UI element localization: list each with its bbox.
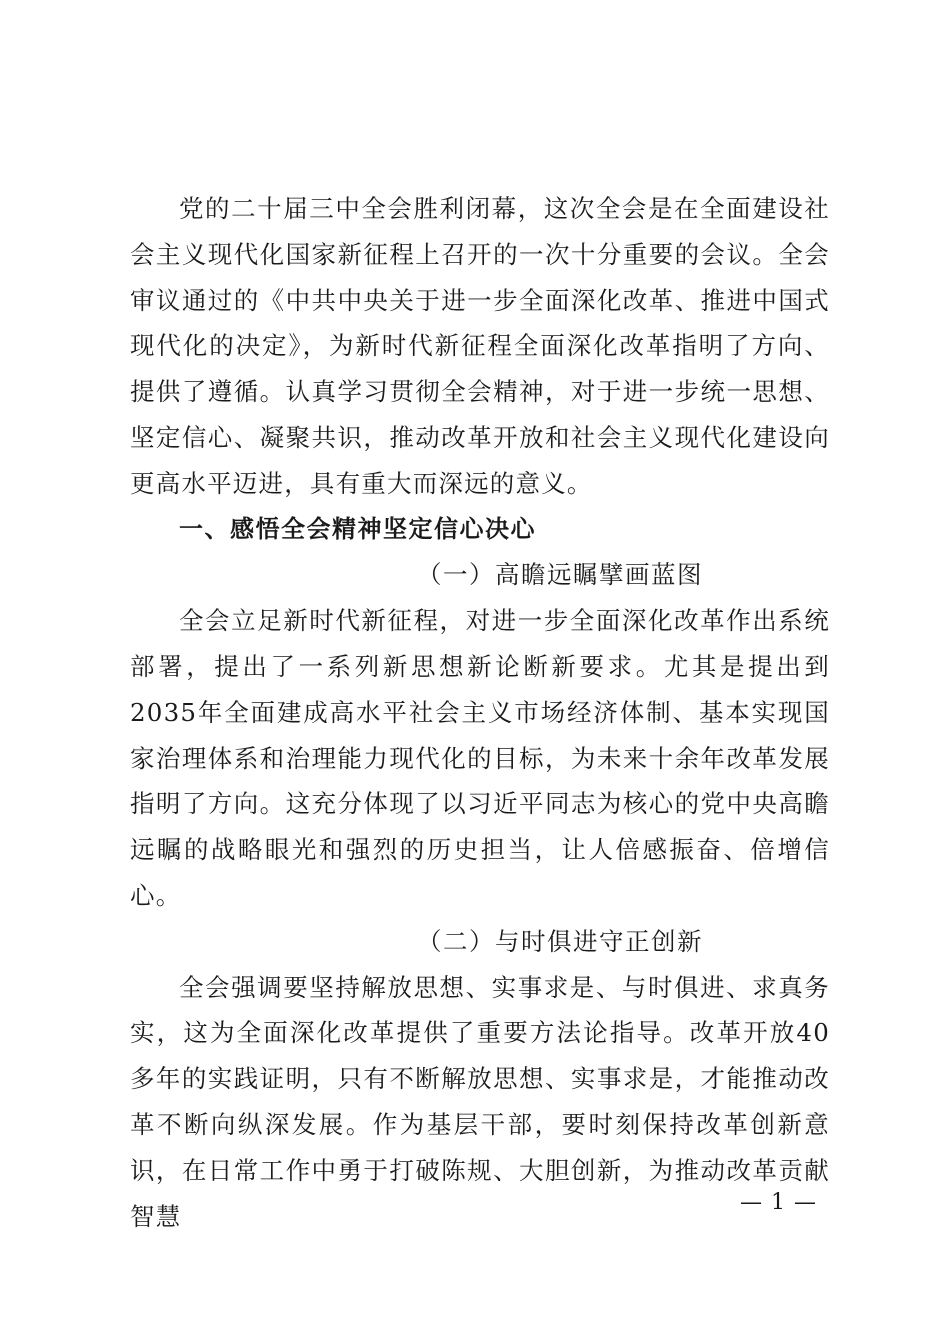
- heading-section-1: 一、感悟全会精神坚定信心决心: [179, 514, 536, 543]
- paragraph-blueprint: 全会立足新时代新征程，对进一步全面深化改革作出系统部署，提出了一系列新思想新论断新要求。尤其是提出到2035年全面建成高水平社会主义市场经济体制、基本实现国家治理体系和治理能力现代化的目标，为未来十余年改革发展指明了方向。这充分体现了以习近平同志为核心的党中央高瞻远瞩的战略眼光和强烈的历史担当，让人倍感振奋、倍增信心。: [130, 606, 830, 910]
- paragraph-innovation: 全会强调要坚持解放思想、实事求是、与时俱进、求真务实，这为全面深化改革提供了重要方法论指导。改革开放40多年的实践证明，只有不断解放思想、实事求是，才能推动改革不断向纵深发展。作为基层干部，要时刻保持改革创新意识，在日常工作中勇于打破陈规、大胆创新，为推动改革贡献智慧: [130, 972, 830, 1231]
- document-body: [130, 186, 830, 1239]
- subheading-2: （二）与时俱进守正创新: [417, 926, 703, 956]
- page-number: — 1 —: [740, 1190, 817, 1215]
- paragraph-intro: 党的二十届三中全会胜利闭幕，这次全会是在全面建设社会主义现代化国家新征程上召开的一次十分重要的会议。全会审议通过的《中共中央关于进一步全面深化改革、推进中国式现代化的决定》，为新时代新征程全面深化改革指明了方向、提供了遵循。认真学习贯彻全会精神，对于进一步统一思想、坚定信心、凝聚共识，推动改革开放和社会主义现代化建设向更高水平迈进，具有重大而深远的意义。: [130, 194, 830, 498]
- subheading-1: （一）高瞻远瞩擘画蓝图: [417, 560, 703, 590]
